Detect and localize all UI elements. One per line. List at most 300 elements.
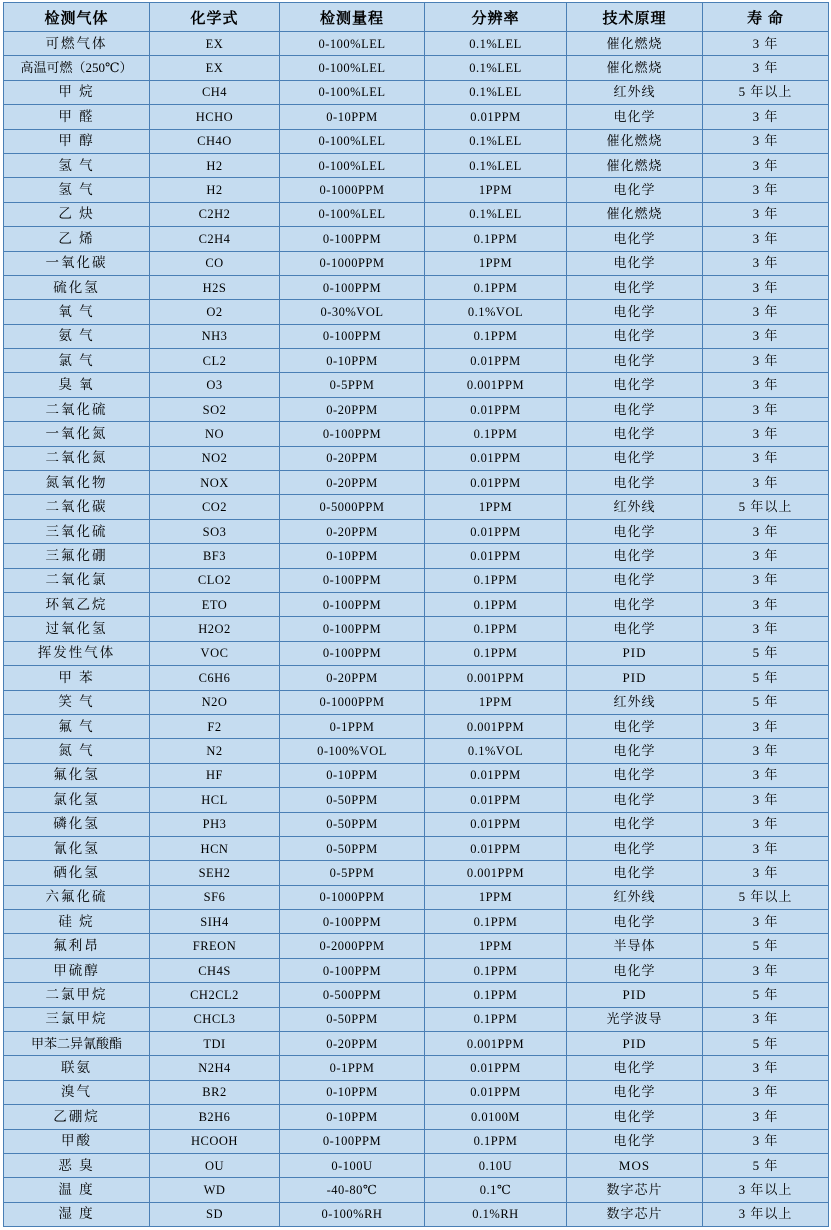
cell-name: 温 度 xyxy=(4,1178,150,1202)
cell-range: 0-100%RH xyxy=(280,1202,425,1226)
cell-life: 5 年 xyxy=(703,1032,829,1056)
cell-name: 氧 气 xyxy=(4,300,150,324)
cell-tech: 电化学 xyxy=(567,861,703,885)
cell-res: 0.1%LEL xyxy=(425,202,567,226)
cell-formula: HCHO xyxy=(150,105,280,129)
cell-name: 甲 醛 xyxy=(4,105,150,129)
table-row xyxy=(4,178,829,202)
cell-life: 3 年 xyxy=(703,251,829,275)
cell-range: 0-100%LEL xyxy=(280,80,425,104)
cell-tech: PID xyxy=(567,1032,703,1056)
cell-name: 笑 气 xyxy=(4,690,150,714)
table-row xyxy=(4,202,829,226)
table-row xyxy=(4,983,829,1007)
cell-range: 0-10PPM xyxy=(280,544,425,568)
cell-formula: EX xyxy=(150,56,280,80)
cell-name: 二氧化硫 xyxy=(4,397,150,421)
cell-range: 0-10PPM xyxy=(280,1080,425,1104)
cell-life: 3 年 xyxy=(703,568,829,592)
cell-tech: 电化学 xyxy=(567,617,703,641)
cell-tech: 电化学 xyxy=(567,739,703,763)
cell-range: 0-100PPM xyxy=(280,227,425,251)
cell-name: 溴气 xyxy=(4,1080,150,1104)
cell-life: 5 年 xyxy=(703,666,829,690)
cell-tech: 光学波导 xyxy=(567,1007,703,1031)
cell-formula: O3 xyxy=(150,373,280,397)
table-row xyxy=(4,495,829,519)
cell-life: 3 年 xyxy=(703,519,829,543)
cell-formula: CL2 xyxy=(150,349,280,373)
cell-formula: CLO2 xyxy=(150,568,280,592)
table-row xyxy=(4,227,829,251)
cell-name: 氨 气 xyxy=(4,324,150,348)
cell-formula: HCN xyxy=(150,836,280,860)
cell-range: 0-1000PPM xyxy=(280,690,425,714)
cell-range: 0-100PPM xyxy=(280,275,425,299)
cell-res: 1PPM xyxy=(425,495,567,519)
cell-formula: N2O xyxy=(150,690,280,714)
cell-name: 二氯甲烷 xyxy=(4,983,150,1007)
cell-tech: 电化学 xyxy=(567,958,703,982)
cell-life: 3 年 xyxy=(703,544,829,568)
cell-range: 0-20PPM xyxy=(280,397,425,421)
cell-life: 3 年 xyxy=(703,422,829,446)
cell-name: 一氧化碳 xyxy=(4,251,150,275)
cell-life: 3 年 xyxy=(703,227,829,251)
cell-res: 0.1PPM xyxy=(425,641,567,665)
cell-name: 甲 烷 xyxy=(4,80,150,104)
cell-life: 3 年 xyxy=(703,32,829,56)
cell-name: 磷化氢 xyxy=(4,812,150,836)
cell-formula: CHCL3 xyxy=(150,1007,280,1031)
cell-res: 0.1℃ xyxy=(425,1178,567,1202)
table-row xyxy=(4,80,829,104)
cell-name: 氯化氢 xyxy=(4,788,150,812)
cell-tech: 电化学 xyxy=(567,422,703,446)
cell-name: 甲 苯 xyxy=(4,666,150,690)
cell-name: 甲硫醇 xyxy=(4,958,150,982)
cell-name: 氮氧化物 xyxy=(4,471,150,495)
cell-res: 0.01PPM xyxy=(425,763,567,787)
cell-name: 恶 臭 xyxy=(4,1153,150,1177)
cell-formula: ETO xyxy=(150,592,280,616)
cell-name: 一氧化氮 xyxy=(4,422,150,446)
cell-formula: SD xyxy=(150,1202,280,1226)
cell-life: 3 年 xyxy=(703,1007,829,1031)
cell-res: 0.01PPM xyxy=(425,544,567,568)
cell-tech: 数字芯片 xyxy=(567,1178,703,1202)
cell-life: 3 年 xyxy=(703,910,829,934)
cell-formula: BF3 xyxy=(150,544,280,568)
cell-tech: 电化学 xyxy=(567,251,703,275)
column-header-range: 检测量程 xyxy=(280,3,425,32)
cell-tech: 电化学 xyxy=(567,714,703,738)
cell-life: 3 年 xyxy=(703,1080,829,1104)
cell-tech: 电化学 xyxy=(567,568,703,592)
cell-life: 3 年 xyxy=(703,812,829,836)
cell-res: 0.1PPM xyxy=(425,958,567,982)
cell-formula: PH3 xyxy=(150,812,280,836)
cell-range: 0-100PPM xyxy=(280,324,425,348)
cell-res: 0.01PPM xyxy=(425,349,567,373)
cell-range: 0-1000PPM xyxy=(280,178,425,202)
cell-life: 3 年 xyxy=(703,275,829,299)
cell-name: 硫化氢 xyxy=(4,275,150,299)
cell-range: 0-100%LEL xyxy=(280,153,425,177)
cell-tech: 电化学 xyxy=(567,519,703,543)
cell-tech: 电化学 xyxy=(567,227,703,251)
cell-tech: 催化燃烧 xyxy=(567,153,703,177)
cell-res: 0.1%LEL xyxy=(425,56,567,80)
table-row xyxy=(4,105,829,129)
cell-life: 5 年 xyxy=(703,641,829,665)
cell-name: 三氯甲烷 xyxy=(4,1007,150,1031)
table-row xyxy=(4,1153,829,1177)
cell-tech: 催化燃烧 xyxy=(567,56,703,80)
table-row xyxy=(4,568,829,592)
cell-res: 0.1PPM xyxy=(425,1129,567,1153)
cell-life: 3 年 xyxy=(703,617,829,641)
table-row xyxy=(4,397,829,421)
cell-res: 0.01PPM xyxy=(425,1056,567,1080)
table-row xyxy=(4,958,829,982)
cell-res: 0.01PPM xyxy=(425,812,567,836)
table-row xyxy=(4,471,829,495)
cell-res: 0.001PPM xyxy=(425,1032,567,1056)
cell-name: 六氟化硫 xyxy=(4,885,150,909)
cell-formula: C2H4 xyxy=(150,227,280,251)
cell-life: 3 年 xyxy=(703,739,829,763)
cell-name: 氮 气 xyxy=(4,739,150,763)
cell-tech: 电化学 xyxy=(567,300,703,324)
cell-name: 乙硼烷 xyxy=(4,1105,150,1129)
cell-formula: H2S xyxy=(150,275,280,299)
cell-range: 0-10PPM xyxy=(280,349,425,373)
cell-range: 0-30%VOL xyxy=(280,300,425,324)
cell-tech: 电化学 xyxy=(567,471,703,495)
cell-range: 0-50PPM xyxy=(280,1007,425,1031)
cell-formula: CH4 xyxy=(150,80,280,104)
table-row xyxy=(4,788,829,812)
table-row xyxy=(4,446,829,470)
cell-range: 0-5PPM xyxy=(280,373,425,397)
table-row xyxy=(4,592,829,616)
table-row xyxy=(4,519,829,543)
cell-life: 3 年 xyxy=(703,763,829,787)
cell-range: 0-100PPM xyxy=(280,422,425,446)
table-row xyxy=(4,324,829,348)
cell-range: 0-1000PPM xyxy=(280,885,425,909)
cell-res: 0.1PPM xyxy=(425,422,567,446)
cell-range: 0-100PPM xyxy=(280,910,425,934)
cell-res: 1PPM xyxy=(425,178,567,202)
cell-tech: 电化学 xyxy=(567,788,703,812)
table-row xyxy=(4,422,829,446)
cell-res: 0.1PPM xyxy=(425,983,567,1007)
cell-name: 湿 度 xyxy=(4,1202,150,1226)
cell-life: 3 年 xyxy=(703,373,829,397)
cell-formula: NOX xyxy=(150,471,280,495)
table-row xyxy=(4,714,829,738)
cell-range: 0-100PPM xyxy=(280,641,425,665)
cell-tech: 电化学 xyxy=(567,349,703,373)
cell-range: 0-100PPM xyxy=(280,958,425,982)
cell-name: 二氧化氯 xyxy=(4,568,150,592)
cell-life: 3 年 xyxy=(703,836,829,860)
table-row xyxy=(4,373,829,397)
cell-life: 3 年 xyxy=(703,788,829,812)
cell-formula: O2 xyxy=(150,300,280,324)
cell-name: 环氧乙烷 xyxy=(4,592,150,616)
cell-formula: H2O2 xyxy=(150,617,280,641)
table-row xyxy=(4,1007,829,1031)
cell-tech: 电化学 xyxy=(567,1056,703,1080)
cell-formula: WD xyxy=(150,1178,280,1202)
table-row xyxy=(4,275,829,299)
cell-range: 0-100U xyxy=(280,1153,425,1177)
cell-range: 0-50PPM xyxy=(280,812,425,836)
cell-formula: BR2 xyxy=(150,1080,280,1104)
cell-life: 5 年 xyxy=(703,983,829,1007)
cell-formula: NH3 xyxy=(150,324,280,348)
cell-life: 5 年 xyxy=(703,934,829,958)
table-row xyxy=(4,153,829,177)
cell-life: 5 年以上 xyxy=(703,885,829,909)
cell-name: 氢 气 xyxy=(4,153,150,177)
cell-life: 3 年 xyxy=(703,1105,829,1129)
cell-name: 氯 气 xyxy=(4,349,150,373)
cell-res: 0.01PPM xyxy=(425,105,567,129)
cell-life: 3 年 xyxy=(703,153,829,177)
cell-name: 氰化氢 xyxy=(4,836,150,860)
cell-range: 0-100PPM xyxy=(280,568,425,592)
cell-range: 0-20PPM xyxy=(280,666,425,690)
cell-res: 0.1PPM xyxy=(425,910,567,934)
cell-name: 硒化氢 xyxy=(4,861,150,885)
cell-range: 0-20PPM xyxy=(280,519,425,543)
cell-res: 0.01PPM xyxy=(425,836,567,860)
cell-range: 0-20PPM xyxy=(280,471,425,495)
table-row xyxy=(4,1056,829,1080)
cell-tech: 电化学 xyxy=(567,836,703,860)
cell-range: 0-100%LEL xyxy=(280,129,425,153)
cell-tech: 催化燃烧 xyxy=(567,129,703,153)
cell-res: 0.01PPM xyxy=(425,471,567,495)
cell-formula: HF xyxy=(150,763,280,787)
cell-res: 0.1%LEL xyxy=(425,80,567,104)
cell-res: 0.1PPM xyxy=(425,324,567,348)
table-body xyxy=(4,32,829,1227)
table-row xyxy=(4,812,829,836)
cell-formula: OU xyxy=(150,1153,280,1177)
gas-sensor-table xyxy=(3,2,829,1227)
cell-res: 0.001PPM xyxy=(425,861,567,885)
cell-name: 二氧化氮 xyxy=(4,446,150,470)
cell-res: 0.001PPM xyxy=(425,666,567,690)
cell-name: 三氟化硼 xyxy=(4,544,150,568)
cell-res: 0.0100M xyxy=(425,1105,567,1129)
cell-res: 0.1%LEL xyxy=(425,153,567,177)
cell-life: 3 年 xyxy=(703,349,829,373)
cell-formula: N2H4 xyxy=(150,1056,280,1080)
column-header-formula: 化学式 xyxy=(150,3,280,32)
cell-formula: VOC xyxy=(150,641,280,665)
cell-name: 氟 气 xyxy=(4,714,150,738)
cell-tech: 电化学 xyxy=(567,1105,703,1129)
cell-formula: TDI xyxy=(150,1032,280,1056)
cell-life: 3 年 xyxy=(703,324,829,348)
cell-formula: H2 xyxy=(150,153,280,177)
cell-res: 0.1%VOL xyxy=(425,739,567,763)
cell-formula: SF6 xyxy=(150,885,280,909)
cell-res: 0.1%VOL xyxy=(425,300,567,324)
cell-formula: F2 xyxy=(150,714,280,738)
table-row xyxy=(4,739,829,763)
cell-formula: SEH2 xyxy=(150,861,280,885)
cell-range: -40-80℃ xyxy=(280,1178,425,1202)
cell-formula: NO xyxy=(150,422,280,446)
cell-name: 甲 醇 xyxy=(4,129,150,153)
cell-res: 1PPM xyxy=(425,885,567,909)
cell-tech: 电化学 xyxy=(567,446,703,470)
cell-range: 0-20PPM xyxy=(280,1032,425,1056)
cell-name: 二氧化碳 xyxy=(4,495,150,519)
table-row xyxy=(4,836,829,860)
cell-formula: EX xyxy=(150,32,280,56)
cell-tech: 电化学 xyxy=(567,178,703,202)
cell-res: 1PPM xyxy=(425,690,567,714)
cell-life: 3 年 xyxy=(703,1056,829,1080)
cell-range: 0-10PPM xyxy=(280,105,425,129)
table-row xyxy=(4,690,829,714)
table-header xyxy=(4,3,829,32)
cell-range: 0-1PPM xyxy=(280,1056,425,1080)
cell-life: 3 年 xyxy=(703,471,829,495)
cell-tech: 电化学 xyxy=(567,324,703,348)
cell-range: 0-1PPM xyxy=(280,714,425,738)
cell-formula: HCL xyxy=(150,788,280,812)
table-row xyxy=(4,885,829,909)
cell-formula: CH2CL2 xyxy=(150,983,280,1007)
column-header-principle: 技术原理 xyxy=(567,3,703,32)
cell-formula: SO2 xyxy=(150,397,280,421)
cell-life: 3 年以上 xyxy=(703,1202,829,1226)
cell-name: 过氧化氢 xyxy=(4,617,150,641)
table-row xyxy=(4,544,829,568)
table-row xyxy=(4,349,829,373)
column-header-lifetime: 寿 命 xyxy=(703,3,829,32)
cell-name: 硅 烷 xyxy=(4,910,150,934)
cell-range: 0-20PPM xyxy=(280,446,425,470)
cell-range: 0-100PPM xyxy=(280,617,425,641)
table-row xyxy=(4,56,829,80)
cell-name: 氟化氢 xyxy=(4,763,150,787)
cell-res: 0.001PPM xyxy=(425,373,567,397)
table-row xyxy=(4,666,829,690)
cell-life: 3 年 xyxy=(703,1129,829,1153)
column-header-resolution: 分辨率 xyxy=(425,3,567,32)
table-row xyxy=(4,910,829,934)
cell-tech: 电化学 xyxy=(567,397,703,421)
cell-name: 臭 氧 xyxy=(4,373,150,397)
cell-range: 0-10PPM xyxy=(280,1105,425,1129)
cell-tech: 红外线 xyxy=(567,885,703,909)
cell-life: 5 年以上 xyxy=(703,80,829,104)
cell-tech: PID xyxy=(567,983,703,1007)
cell-life: 3 年 xyxy=(703,178,829,202)
cell-tech: 电化学 xyxy=(567,373,703,397)
cell-tech: 电化学 xyxy=(567,763,703,787)
table-row xyxy=(4,1105,829,1129)
table-row xyxy=(4,1032,829,1056)
cell-formula: HCOOH xyxy=(150,1129,280,1153)
cell-life: 5 年 xyxy=(703,690,829,714)
cell-range: 0-100%VOL xyxy=(280,739,425,763)
cell-res: 0.1PPM xyxy=(425,568,567,592)
cell-res: 0.01PPM xyxy=(425,397,567,421)
cell-name: 挥发性气体 xyxy=(4,641,150,665)
cell-tech: 电化学 xyxy=(567,812,703,836)
cell-name: 高温可燃（250℃） xyxy=(4,56,150,80)
cell-life: 3 年 xyxy=(703,714,829,738)
cell-tech: 催化燃烧 xyxy=(567,32,703,56)
cell-name: 乙 炔 xyxy=(4,202,150,226)
cell-range: 0-50PPM xyxy=(280,788,425,812)
cell-tech: 数字芯片 xyxy=(567,1202,703,1226)
cell-formula: C6H6 xyxy=(150,666,280,690)
cell-tech: PID xyxy=(567,666,703,690)
table-row xyxy=(4,1080,829,1104)
cell-range: 0-500PPM xyxy=(280,983,425,1007)
cell-formula: CO xyxy=(150,251,280,275)
table-row xyxy=(4,763,829,787)
cell-tech: 半导体 xyxy=(567,934,703,958)
cell-tech: 红外线 xyxy=(567,495,703,519)
table-row xyxy=(4,1129,829,1153)
cell-range: 0-50PPM xyxy=(280,836,425,860)
cell-res: 1PPM xyxy=(425,934,567,958)
cell-name: 三氧化硫 xyxy=(4,519,150,543)
cell-res: 0.1PPM xyxy=(425,227,567,251)
cell-res: 0.01PPM xyxy=(425,446,567,470)
cell-tech: MOS xyxy=(567,1153,703,1177)
cell-life: 3 年 xyxy=(703,56,829,80)
cell-tech: 电化学 xyxy=(567,1080,703,1104)
cell-res: 0.1%RH xyxy=(425,1202,567,1226)
table-row xyxy=(4,1178,829,1202)
cell-tech: PID xyxy=(567,641,703,665)
cell-formula: CH4S xyxy=(150,958,280,982)
cell-formula: SIH4 xyxy=(150,910,280,934)
cell-life: 5 年以上 xyxy=(703,495,829,519)
table-row xyxy=(4,934,829,958)
cell-res: 0.1PPM xyxy=(425,1007,567,1031)
cell-formula: FREON xyxy=(150,934,280,958)
cell-life: 5 年 xyxy=(703,1153,829,1177)
cell-res: 0.1%LEL xyxy=(425,32,567,56)
cell-life: 3 年 xyxy=(703,958,829,982)
cell-res: 0.01PPM xyxy=(425,1080,567,1104)
cell-life: 3 年 xyxy=(703,446,829,470)
table-row xyxy=(4,300,829,324)
cell-res: 0.01PPM xyxy=(425,788,567,812)
cell-range: 0-100PPM xyxy=(280,592,425,616)
cell-name: 甲苯二异氰酸酯 xyxy=(4,1032,150,1056)
cell-formula: H2 xyxy=(150,178,280,202)
table-row xyxy=(4,641,829,665)
cell-res: 0.01PPM xyxy=(425,519,567,543)
cell-name: 乙 烯 xyxy=(4,227,150,251)
